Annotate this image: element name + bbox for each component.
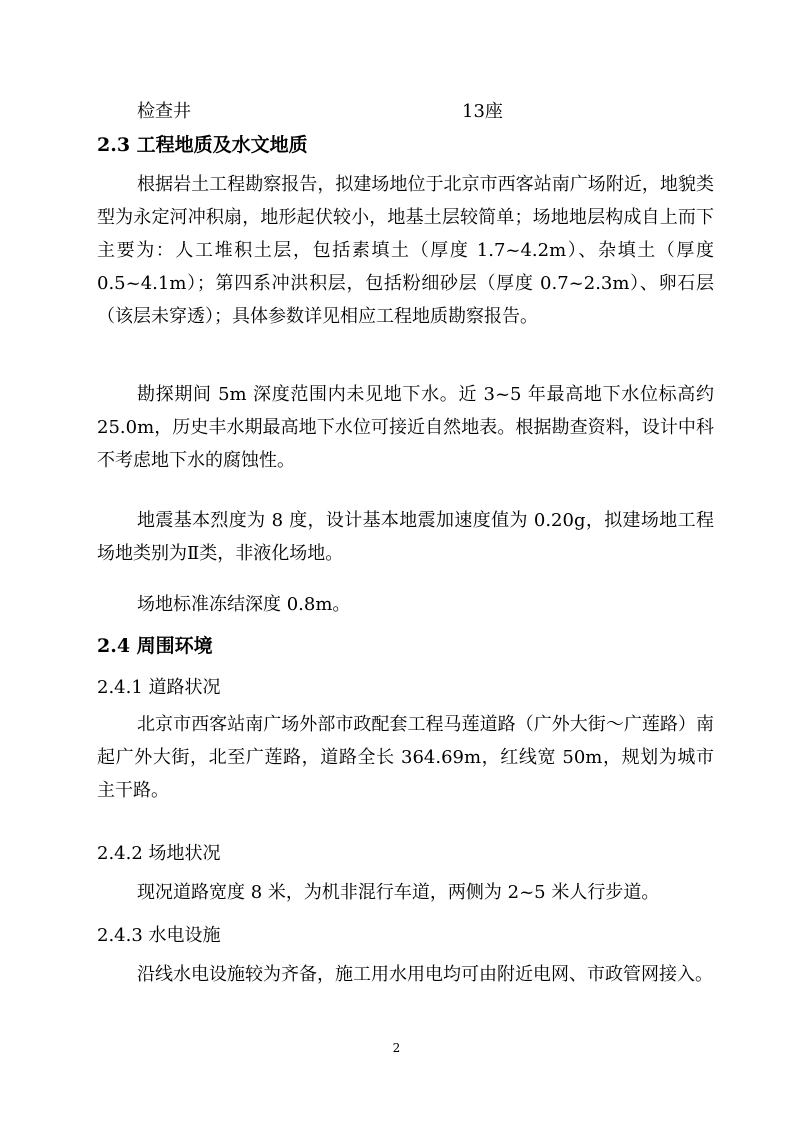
paragraph-frost-depth: 场地标准冻结深度 0.8m。 [137, 594, 351, 615]
heading-2-4-3: 2.4.3 水电设施 [97, 925, 221, 946]
table-cell-quantity: 13座 [462, 101, 503, 122]
heading-2-3: 2.3 工程地质及水文地质 [97, 134, 308, 156]
paragraph-road-status: 北京市西客站南广场外部市政配套工程马莲道路（广外大街～广莲路）南起广外大街，北至广莲路，道路全长 364.69m，红线宽 50m，规划为城市主干路。 [97, 714, 714, 801]
paragraph-site-status: 现况道路宽度 8 米，为机非混行车道，两侧为 2~5 米人行步道。 [137, 882, 660, 903]
table-cell-item: 检查井 [137, 101, 191, 122]
page-number: 2 [392, 1041, 401, 1055]
heading-2-4: 2.4 周围环境 [97, 635, 213, 657]
paragraph-seismic: 地震基本烈度为 8 度，设计基本地震加速度值为 0.20g，拟建场地工程场地类别为Ⅱ类，非液化场地。 [97, 510, 714, 564]
heading-2-4-1: 2.4.1 道路状况 [97, 677, 221, 698]
paragraph-utilities: 沿线水电设施较为齐备，施工用水用电均可由附近电网、市政管网接入。 [137, 964, 713, 985]
paragraph-geology: 根据岩土工程勘察报告，拟建场地位于北京市西客站南广场附近，地貌类型为永定河冲积扇，地形起伏较小，地基土层较简单；场地地层构成自上而下主要为：人工堆积土层，包括素填土（厚度 1.7~4.2m）、杂填土（厚度 0.5~4.1m）；第四系冲洪积层，包括粉细砂层（厚度 0.7~2.3m）、卵石层（该层未穿透）；具体参数详见相应工程地质勘察报告。 [97, 174, 714, 327]
paragraph-groundwater: 勘探期间 5m 深度范围内未见地下水。近 3~5 年最高地下水位标高约 25.0m，历史丰水期最高地下水位可接近自然地表。根据勘查资料，设计中科不考虑地下水的腐蚀性。 [97, 384, 714, 471]
table-row [137, 98, 697, 126]
heading-2-4-2: 2.4.2 场地状况 [97, 843, 221, 864]
